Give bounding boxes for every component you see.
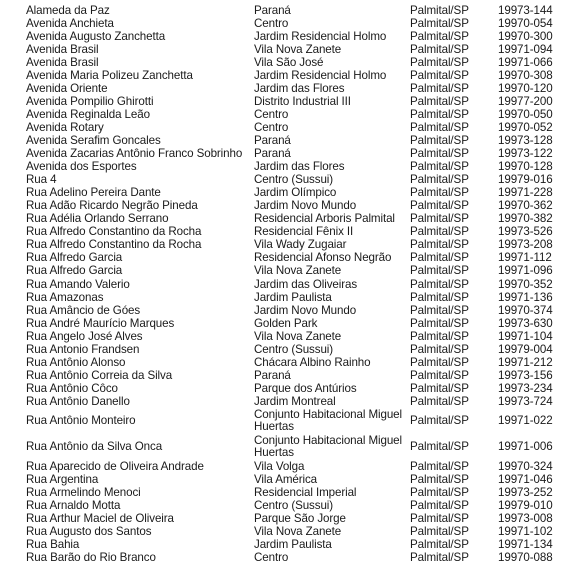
city-cell: Palmital/SP bbox=[410, 538, 469, 552]
city-cell: Palmital/SP bbox=[410, 173, 469, 187]
neighborhood-cell: Conjunto Habitacional Miguel Huertas bbox=[254, 408, 403, 434]
city-cell: Palmital/SP bbox=[410, 512, 469, 526]
neighborhood-cell: Jardim Residencial Holmo bbox=[254, 30, 387, 43]
city-cell: Palmital/SP bbox=[410, 43, 469, 56]
cep-cell: 19973-526 bbox=[498, 225, 553, 239]
street-cell: Rua Antonio Frandsen bbox=[26, 343, 140, 356]
cep-cell: 19970-308 bbox=[498, 69, 553, 82]
neighborhood-cell: Vila São José bbox=[254, 56, 324, 69]
city-cell: Palmital/SP bbox=[410, 95, 469, 108]
address-row bbox=[0, 148, 567, 161]
cep-cell: 19971-102 bbox=[498, 525, 553, 539]
city-cell: Palmital/SP bbox=[410, 395, 469, 408]
city-cell: Palmital/SP bbox=[410, 343, 469, 356]
address-row bbox=[0, 460, 567, 473]
neighborhood-cell: Conjunto Habitacional Miguel Huertas bbox=[254, 434, 403, 460]
neighborhood-cell: Parque São Jorge bbox=[254, 512, 346, 526]
cep-cell: 19971-022 bbox=[498, 414, 553, 428]
neighborhood-cell: Vila Nova Zanete bbox=[254, 525, 342, 539]
address-row bbox=[0, 174, 567, 187]
neighborhood-cell: Paraná bbox=[254, 134, 291, 147]
city-cell: Palmital/SP bbox=[410, 304, 469, 317]
address-table bbox=[0, 4, 567, 565]
neighborhood-cell: Paraná bbox=[254, 369, 291, 382]
address-row bbox=[0, 30, 567, 43]
neighborhood-cell: Centro (Sussui) bbox=[254, 499, 334, 513]
street-cell: Avenida Anchieta bbox=[26, 17, 114, 30]
street-cell: Rua Augusto dos Santos bbox=[26, 525, 152, 539]
street-cell: Rua Antônio Côco bbox=[26, 382, 118, 395]
neighborhood-cell: Vila Nova Zanete bbox=[254, 264, 342, 278]
cep-cell: 19977-200 bbox=[498, 95, 553, 108]
cep-cell: 19970-374 bbox=[498, 304, 553, 317]
street-cell: Rua André Maurício Marques bbox=[26, 317, 175, 330]
street-cell: Rua Arthur Maciel de Oliveira bbox=[26, 512, 174, 526]
city-cell: Palmital/SP bbox=[410, 317, 469, 330]
neighborhood-cell: Jardim das Flores bbox=[254, 82, 345, 95]
city-cell: Palmital/SP bbox=[410, 414, 469, 428]
neighborhood-cell: Jardim das Flores bbox=[254, 160, 345, 174]
city-cell: Palmital/SP bbox=[410, 551, 469, 565]
street-cell: Rua Alfredo Garcia bbox=[26, 251, 123, 265]
address-row bbox=[0, 330, 567, 343]
city-cell: Palmital/SP bbox=[410, 277, 469, 291]
street-cell: Avenida Reginalda Leão bbox=[26, 108, 150, 121]
address-row bbox=[0, 513, 567, 526]
street-cell: Avenida Oriente bbox=[26, 82, 108, 95]
city-cell: Palmital/SP bbox=[410, 486, 469, 500]
neighborhood-cell: Jardim Residencial Holmo bbox=[254, 69, 387, 82]
city-cell: Palmital/SP bbox=[410, 369, 469, 382]
cep-cell: 19973-008 bbox=[498, 512, 553, 526]
neighborhood-cell: Centro (Sussui) bbox=[254, 173, 334, 187]
street-cell: Avenida dos Esportes bbox=[26, 160, 137, 174]
cep-cell: 19973-630 bbox=[498, 317, 553, 330]
address-row bbox=[0, 356, 567, 369]
street-cell: Rua Antônio Correia da Silva bbox=[26, 369, 173, 382]
city-cell: Palmital/SP bbox=[410, 186, 469, 200]
cep-cell: 19971-228 bbox=[498, 186, 553, 200]
cep-cell: 19970-128 bbox=[498, 160, 553, 174]
street-cell: Rua Adelino Pereira Dante bbox=[26, 186, 161, 200]
street-cell: Rua Argentina bbox=[26, 473, 99, 487]
city-cell: Palmital/SP bbox=[410, 82, 469, 95]
cep-cell: 19971-212 bbox=[498, 356, 553, 369]
neighborhood-cell: Centro bbox=[254, 17, 289, 30]
cep-cell: 19971-046 bbox=[498, 473, 553, 487]
neighborhood-cell: Chácara Albino Rainho bbox=[254, 356, 371, 369]
street-cell: Rua Alfredo Constantino da Rocha bbox=[26, 225, 202, 239]
city-cell: Palmital/SP bbox=[410, 251, 469, 265]
street-cell: Alameda da Paz bbox=[26, 4, 110, 17]
neighborhood-cell: Residencial Arboris Palmital bbox=[254, 212, 395, 226]
neighborhood-cell: Jardim Montreal bbox=[254, 395, 336, 408]
address-table-body bbox=[0, 4, 567, 565]
city-cell: Palmital/SP bbox=[410, 160, 469, 174]
cep-cell: 19973-252 bbox=[498, 486, 553, 500]
city-cell: Palmital/SP bbox=[410, 382, 469, 395]
street-cell: Rua Arnaldo Motta bbox=[26, 499, 121, 513]
cep-cell: 19973-122 bbox=[498, 147, 553, 161]
neighborhood-cell: Jardim Novo Mundo bbox=[254, 304, 357, 317]
city-cell: Palmital/SP bbox=[410, 121, 469, 134]
cep-cell: 19970-054 bbox=[498, 17, 553, 30]
city-cell: Palmital/SP bbox=[410, 4, 469, 17]
neighborhood-cell: Vila América bbox=[254, 473, 318, 487]
address-row bbox=[0, 108, 567, 121]
street-cell: Rua Amazonas bbox=[26, 291, 104, 304]
address-row bbox=[0, 134, 567, 147]
cep-cell: 19970-052 bbox=[498, 121, 553, 134]
address-row bbox=[0, 265, 567, 278]
cep-cell: 19971-096 bbox=[498, 264, 553, 278]
address-row bbox=[0, 526, 567, 539]
neighborhood-cell: Centro (Sussui) bbox=[254, 343, 334, 356]
cep-cell: 19971-134 bbox=[498, 538, 553, 552]
neighborhood-cell: Distrito Industrial III bbox=[254, 95, 351, 108]
address-row bbox=[0, 82, 567, 95]
address-row bbox=[0, 434, 567, 460]
city-cell: Palmital/SP bbox=[410, 108, 469, 121]
street-cell: Rua Alfredo Garcia bbox=[26, 264, 123, 278]
city-cell: Palmital/SP bbox=[410, 440, 469, 454]
address-row bbox=[0, 343, 567, 356]
address-row bbox=[0, 200, 567, 213]
city-cell: Palmital/SP bbox=[410, 69, 469, 82]
neighborhood-cell: Vila Nova Zanete bbox=[254, 43, 342, 56]
street-cell: Avenida Augusto Zanchetta bbox=[26, 30, 166, 43]
city-cell: Palmital/SP bbox=[410, 473, 469, 487]
neighborhood-cell: Jardim das Oliveiras bbox=[254, 277, 358, 291]
cep-cell: 19973-128 bbox=[498, 134, 553, 147]
address-row bbox=[0, 43, 567, 56]
address-sheet bbox=[0, 4, 567, 565]
address-row bbox=[0, 474, 567, 487]
city-cell: Palmital/SP bbox=[410, 134, 469, 147]
street-cell: Rua Armelindo Menoci bbox=[26, 486, 141, 500]
street-cell: Avenida Zacarias Antônio Franco Sobrinho bbox=[26, 147, 243, 161]
cep-cell: 19971-094 bbox=[498, 43, 553, 56]
cep-cell: 19970-120 bbox=[498, 82, 553, 95]
city-cell: Palmital/SP bbox=[410, 225, 469, 239]
neighborhood-cell: Centro bbox=[254, 551, 289, 565]
address-row bbox=[0, 278, 567, 291]
street-cell: Avenida Brasil bbox=[26, 56, 99, 69]
address-row bbox=[0, 239, 567, 252]
neighborhood-cell: Jardim Olímpico bbox=[254, 186, 337, 200]
address-row bbox=[0, 539, 567, 552]
neighborhood-cell: Residencial Imperial bbox=[254, 486, 357, 500]
cep-cell: 19970-088 bbox=[498, 551, 553, 565]
street-cell: Rua Angelo José Alves bbox=[26, 330, 143, 343]
city-cell: Palmital/SP bbox=[410, 212, 469, 226]
street-cell: Rua Antônio da Silva Onca bbox=[26, 440, 163, 454]
address-row bbox=[0, 382, 567, 395]
address-row bbox=[0, 121, 567, 134]
street-cell: Rua Amando Valerio bbox=[26, 277, 130, 291]
address-row bbox=[0, 213, 567, 226]
address-row bbox=[0, 4, 567, 17]
cep-cell: 19970-324 bbox=[498, 460, 553, 473]
address-row bbox=[0, 552, 567, 565]
cep-cell: 19971-112 bbox=[498, 251, 552, 265]
street-cell: Avenida Serafim Goncales bbox=[26, 134, 161, 147]
city-cell: Palmital/SP bbox=[410, 525, 469, 539]
cep-cell: 19970-300 bbox=[498, 30, 553, 43]
cep-cell: 19971-066 bbox=[498, 56, 553, 69]
street-cell: Rua 4 bbox=[26, 173, 57, 187]
address-row bbox=[0, 252, 567, 265]
neighborhood-cell: Centro bbox=[254, 108, 289, 121]
address-row bbox=[0, 69, 567, 82]
neighborhood-cell: Centro bbox=[254, 121, 289, 134]
address-row bbox=[0, 17, 567, 30]
address-row bbox=[0, 500, 567, 513]
cep-cell: 19979-016 bbox=[498, 173, 553, 187]
address-row bbox=[0, 291, 567, 304]
city-cell: Palmital/SP bbox=[410, 291, 469, 304]
address-row bbox=[0, 226, 567, 239]
cep-cell: 19973-156 bbox=[498, 369, 553, 382]
neighborhood-cell: Jardim Paulista bbox=[254, 538, 332, 552]
address-row bbox=[0, 395, 567, 408]
neighborhood-cell: Residencial Fênix II bbox=[254, 225, 354, 239]
street-cell: Rua Aparecido de Oliveira Andrade bbox=[26, 460, 204, 473]
street-cell: Avenida Maria Polizeu Zanchetta bbox=[26, 69, 193, 82]
street-cell: Rua Bahia bbox=[26, 538, 80, 552]
neighborhood-cell: Residencial Afonso Negrão bbox=[254, 251, 392, 265]
neighborhood-cell: Vila Nova Zanete bbox=[254, 330, 342, 343]
street-cell: Rua Antônio Monteiro bbox=[26, 414, 136, 428]
city-cell: Palmital/SP bbox=[410, 330, 469, 343]
cep-cell: 19970-352 bbox=[498, 277, 553, 291]
neighborhood-cell: Paraná bbox=[254, 4, 291, 17]
neighborhood-cell: Vila Wady Zugaiar bbox=[254, 238, 347, 252]
city-cell: Palmital/SP bbox=[410, 30, 469, 43]
street-cell: Rua Barão do Rio Branco bbox=[26, 551, 156, 565]
city-cell: Palmital/SP bbox=[410, 499, 469, 513]
cep-cell: 19971-136 bbox=[498, 291, 553, 304]
city-cell: Palmital/SP bbox=[410, 147, 469, 161]
street-cell: Avenida Rotary bbox=[26, 121, 104, 134]
city-cell: Palmital/SP bbox=[410, 460, 469, 473]
cep-cell: 19971-006 bbox=[498, 440, 553, 454]
street-cell: Rua Amâncio de Góes bbox=[26, 304, 141, 317]
cep-cell: 19973-208 bbox=[498, 238, 553, 252]
neighborhood-cell: Jardim Novo Mundo bbox=[254, 199, 357, 213]
city-cell: Palmital/SP bbox=[410, 17, 469, 30]
cep-cell: 19970-050 bbox=[498, 108, 553, 121]
cep-cell: 19971-104 bbox=[498, 330, 553, 343]
street-cell: Avenida Pompilio Ghirotti bbox=[26, 95, 154, 108]
address-row bbox=[0, 95, 567, 108]
cep-cell: 19979-004 bbox=[498, 343, 553, 356]
cep-cell: 19970-362 bbox=[498, 199, 553, 213]
address-row bbox=[0, 304, 567, 317]
city-cell: Palmital/SP bbox=[410, 356, 469, 369]
address-row bbox=[0, 369, 567, 382]
city-cell: Palmital/SP bbox=[410, 56, 469, 69]
street-cell: Rua Antônio Alonso bbox=[26, 356, 126, 369]
cep-cell: 19973-724 bbox=[498, 395, 553, 408]
city-cell: Palmital/SP bbox=[410, 264, 469, 278]
neighborhood-cell: Jardim Paulista bbox=[254, 291, 332, 304]
neighborhood-cell: Golden Park bbox=[254, 317, 318, 330]
street-cell: Rua Antônio Danello bbox=[26, 395, 130, 408]
cep-cell: 19973-234 bbox=[498, 382, 553, 395]
neighborhood-cell: Paraná bbox=[254, 147, 291, 161]
neighborhood-cell: Vila Volga bbox=[254, 460, 305, 473]
address-row bbox=[0, 408, 567, 434]
street-cell: Avenida Brasil bbox=[26, 43, 99, 56]
city-cell: Palmital/SP bbox=[410, 238, 469, 252]
neighborhood-cell: Parque dos Antúrios bbox=[254, 382, 357, 395]
address-row bbox=[0, 487, 567, 500]
cep-cell: 19979-010 bbox=[498, 499, 553, 513]
address-row bbox=[0, 317, 567, 330]
cep-cell: 19973-144 bbox=[498, 4, 553, 17]
address-row bbox=[0, 161, 567, 174]
address-row bbox=[0, 187, 567, 200]
cep-cell: 19970-382 bbox=[498, 212, 553, 226]
address-row bbox=[0, 56, 567, 69]
street-cell: Rua Adélia Orlando Serrano bbox=[26, 212, 169, 226]
street-cell: Rua Alfredo Constantino da Rocha bbox=[26, 238, 202, 252]
city-cell: Palmital/SP bbox=[410, 199, 469, 213]
street-cell: Rua Adão Ricardo Negrão Pineda bbox=[26, 199, 198, 213]
